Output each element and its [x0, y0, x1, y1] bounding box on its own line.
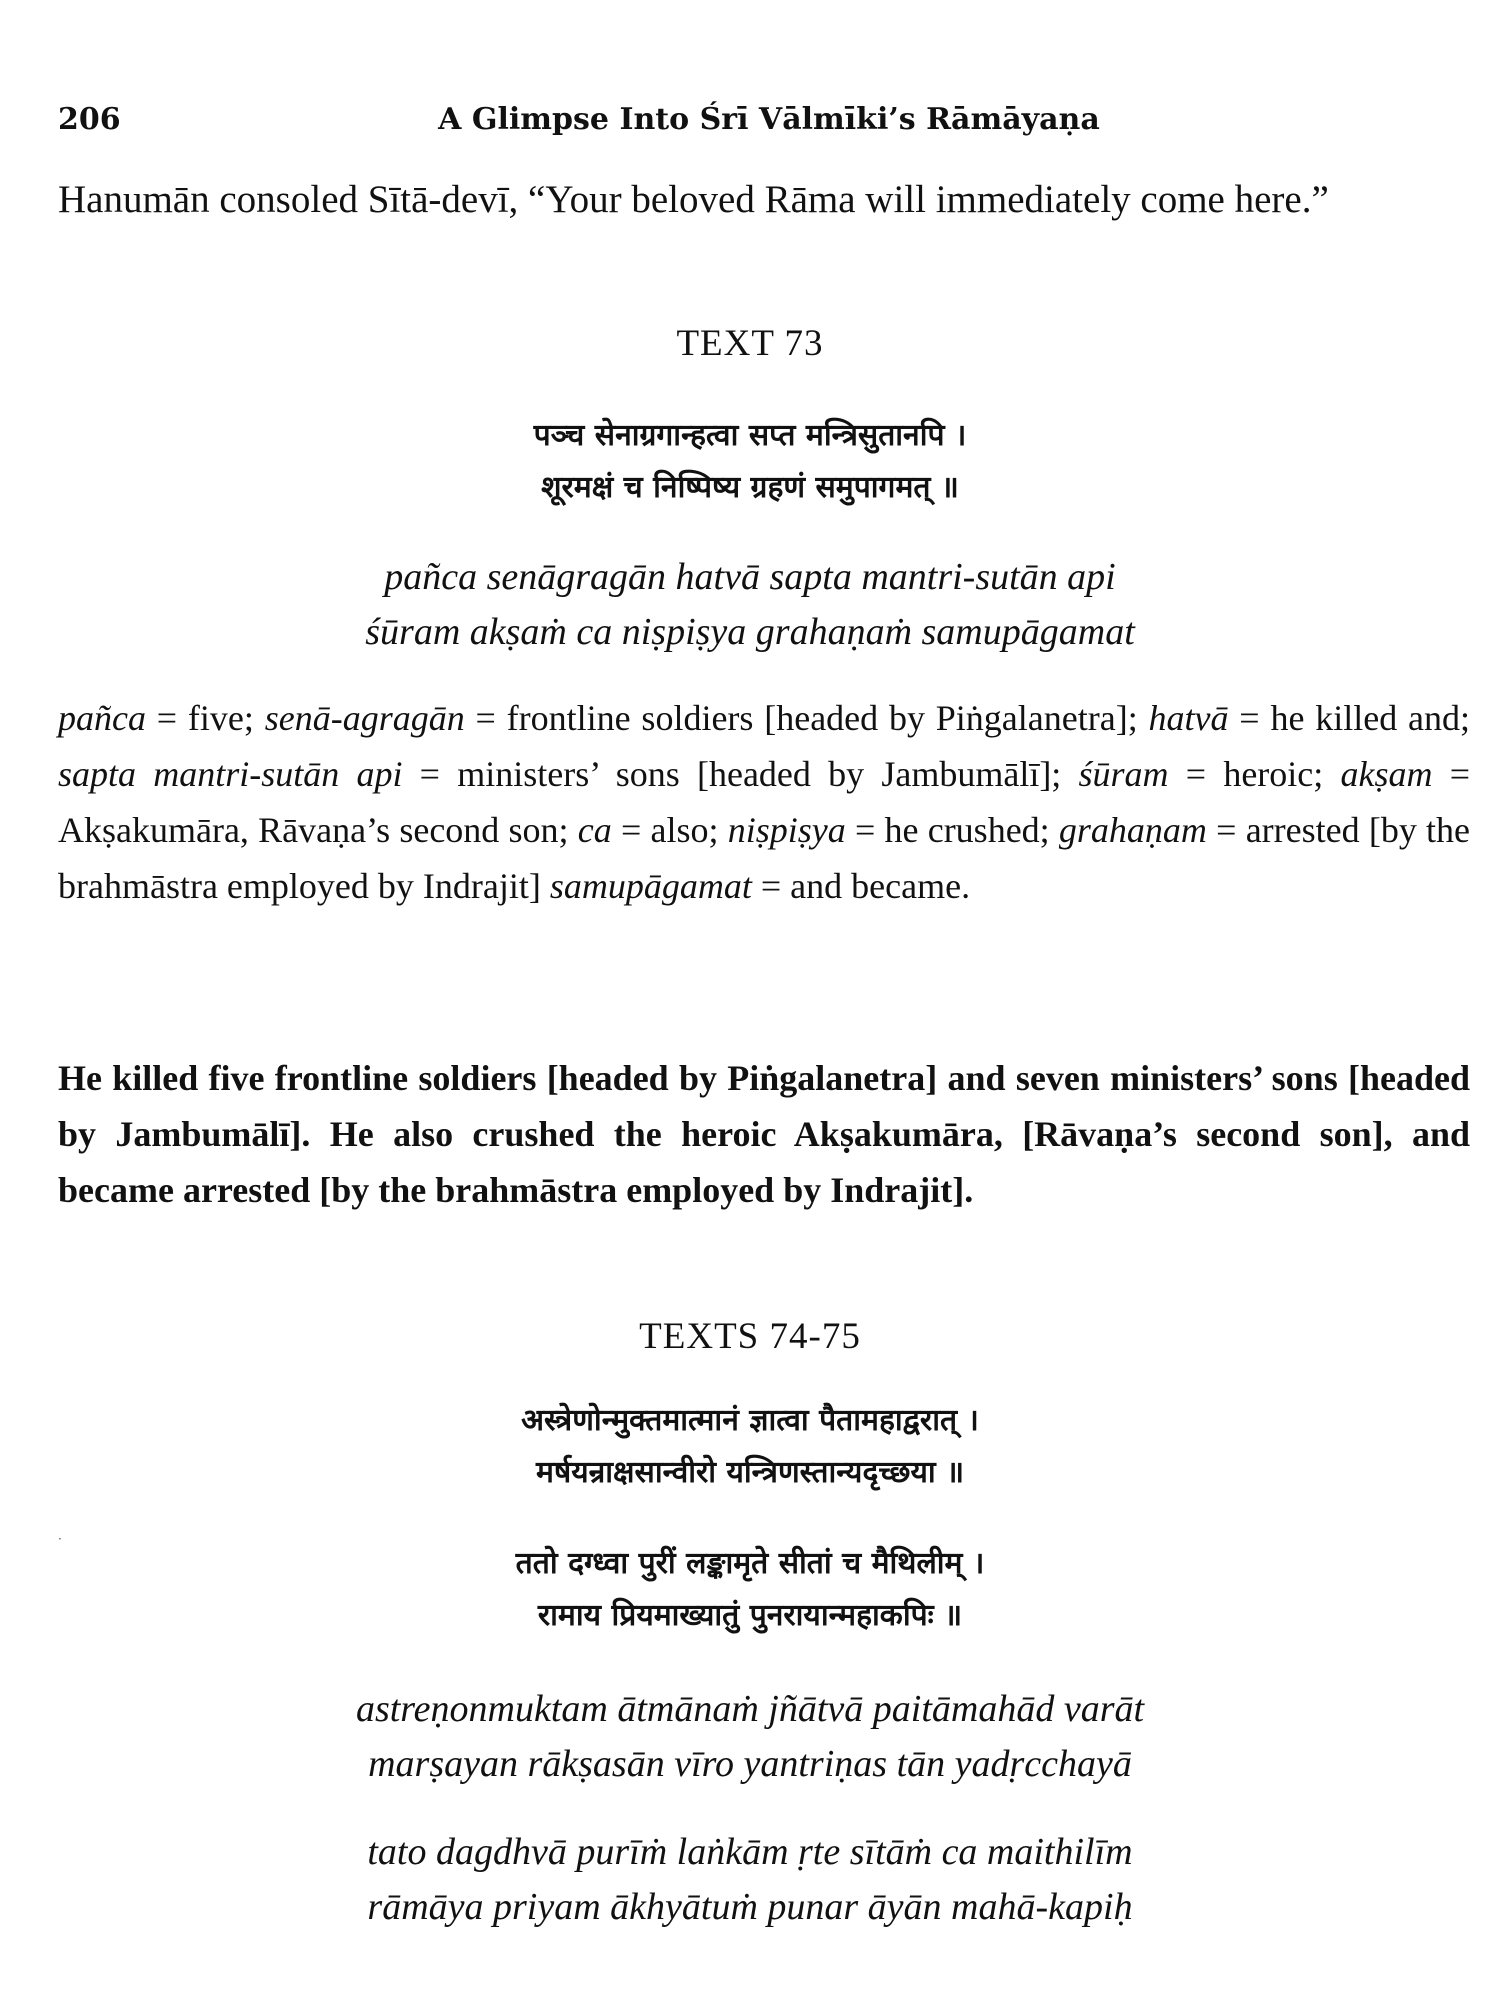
synonym-meaning: also;	[650, 810, 719, 850]
texts-74-75-transliteration-b	[0, 1825, 1500, 1935]
texts-74-75-transliteration-a	[0, 1682, 1500, 1792]
transliteration-line: pañca senāgragān hatvā sapta mantri-sutān api	[384, 556, 1116, 598]
transliteration-line: rāmāya priyam ākhyātuṁ punar āyān mahā-kapiḥ	[367, 1886, 1133, 1928]
synonym-term: grahaṇam	[1058, 810, 1207, 850]
transliteration-line: marṣayan rākṣasān vīro yantriṇas tān yadṛcchayā	[368, 1743, 1132, 1785]
synonym-meaning: five;	[187, 698, 254, 738]
synonym-term: niṣpiṣya	[727, 810, 846, 850]
running-header	[58, 102, 1440, 152]
devanagari-line: ततो दग्ध्वा पुरीं लङ्कामृते सीतां च मैथिलीम् ।	[515, 1546, 985, 1581]
running-title: A Glimpse Into Śrī Vālmīki’s Rāmāyaṇa	[438, 102, 1100, 137]
synonym-term: samupāgamat	[549, 866, 752, 906]
synonym-term: pañca	[58, 698, 146, 738]
synonym-meaning: arrested [by the brahmāstra employed by Indrajit]	[58, 810, 1471, 906]
text-73-transliteration	[0, 550, 1500, 660]
synonym-meaning: he crushed;	[884, 810, 1050, 850]
synonym-term: ca	[577, 810, 612, 850]
synonym-term: sapta mantri-sutān api	[58, 754, 403, 794]
synonym-meaning: Akṣakumāra, Rāvaṇa’s second son;	[58, 810, 569, 850]
page-number: 206	[58, 102, 121, 137]
text-73-translation: He killed five frontline soldiers [headed by Piṅgalanetra] and seven ministers’ sons [headed by Jambumālī]. He also crushed the heroic Akṣakumāra, [Rāvaṇa’s second son], and became arrested [by the brahmāstra employed by Indrajit].	[58, 1058, 1470, 1210]
devanagari-line: शूरमक्षं च निष्पिष्य ग्रहणं समुपागमत् ॥	[541, 470, 959, 505]
devanagari-line: मर्षयन्राक्षसान्वीरो यन्त्रिणस्तान्यदृच्छया ॥	[535, 1455, 965, 1490]
transliteration-line: tato dagdhvā purīṁ laṅkām ṛte sītāṁ ca maithilīm	[367, 1831, 1133, 1873]
synonym-meaning: he killed and;	[1270, 698, 1471, 738]
synonym-term: akṣam	[1340, 754, 1433, 794]
devanagari-line: रामाय प्रियमाख्यातुं पुनरायान्महाकपिः ॥	[537, 1598, 963, 1633]
text-73-heading: TEXT 73	[676, 323, 824, 364]
text-73-synonyms: pañca = five; senā-agragān = frontline soldiers [headed by Piṅgalanetra]; hatvā = he killed and; sapta mantri-sutān api = ministers’ sons [headed by Jambumālī]; śūram = heroic; akṣam = Akṣakumāra, Rāvaṇa’s second son; ca = also; niṣpiṣya = he crushed; grahaṇam = arrested [by the brahmāstra employed by Indrajit] samupāgamat = and became.	[58, 698, 1471, 906]
texts-74-75-devanagari-a	[0, 1395, 1500, 1499]
devanagari-line: अस्त्रेणोन्मुक्तमात्मानं ज्ञात्वा पैतामहाद्वरात् ।	[521, 1403, 979, 1438]
synonym-term: senā-agragān	[264, 698, 465, 738]
transliteration-line: astreṇonmuktam ātmānaṁ jñātvā paitāmahād varāt	[355, 1688, 1145, 1730]
scan-speck: ·	[58, 1532, 62, 1546]
synonym-meaning: ministers’ sons [headed by Jambumālī];	[457, 754, 1062, 794]
text-73-devanagari	[0, 410, 1500, 514]
texts-74-75-devanagari-b	[0, 1538, 1500, 1642]
synonym-meaning: heroic;	[1223, 754, 1324, 794]
synonym-meaning: and became.	[790, 866, 971, 906]
texts-74-75-heading: TEXTS 74-75	[639, 1316, 861, 1357]
transliteration-line: śūram akṣaṁ ca niṣpiṣya grahaṇaṁ samupāgamat	[365, 611, 1135, 653]
synonym-term: śūram	[1078, 754, 1169, 794]
intro-paragraph: Hanumān consoled Sītā-devī, “Your beloved Rāma will immediately come here.”	[58, 178, 1329, 221]
synonym-meaning: frontline soldiers [headed by Piṅgalanetra];	[506, 698, 1138, 738]
synonym-term: hatvā	[1148, 698, 1229, 738]
devanagari-line: पञ्च सेनाग्रगान्हत्वा सप्त मन्त्रिसुतानपि ।	[533, 418, 967, 453]
